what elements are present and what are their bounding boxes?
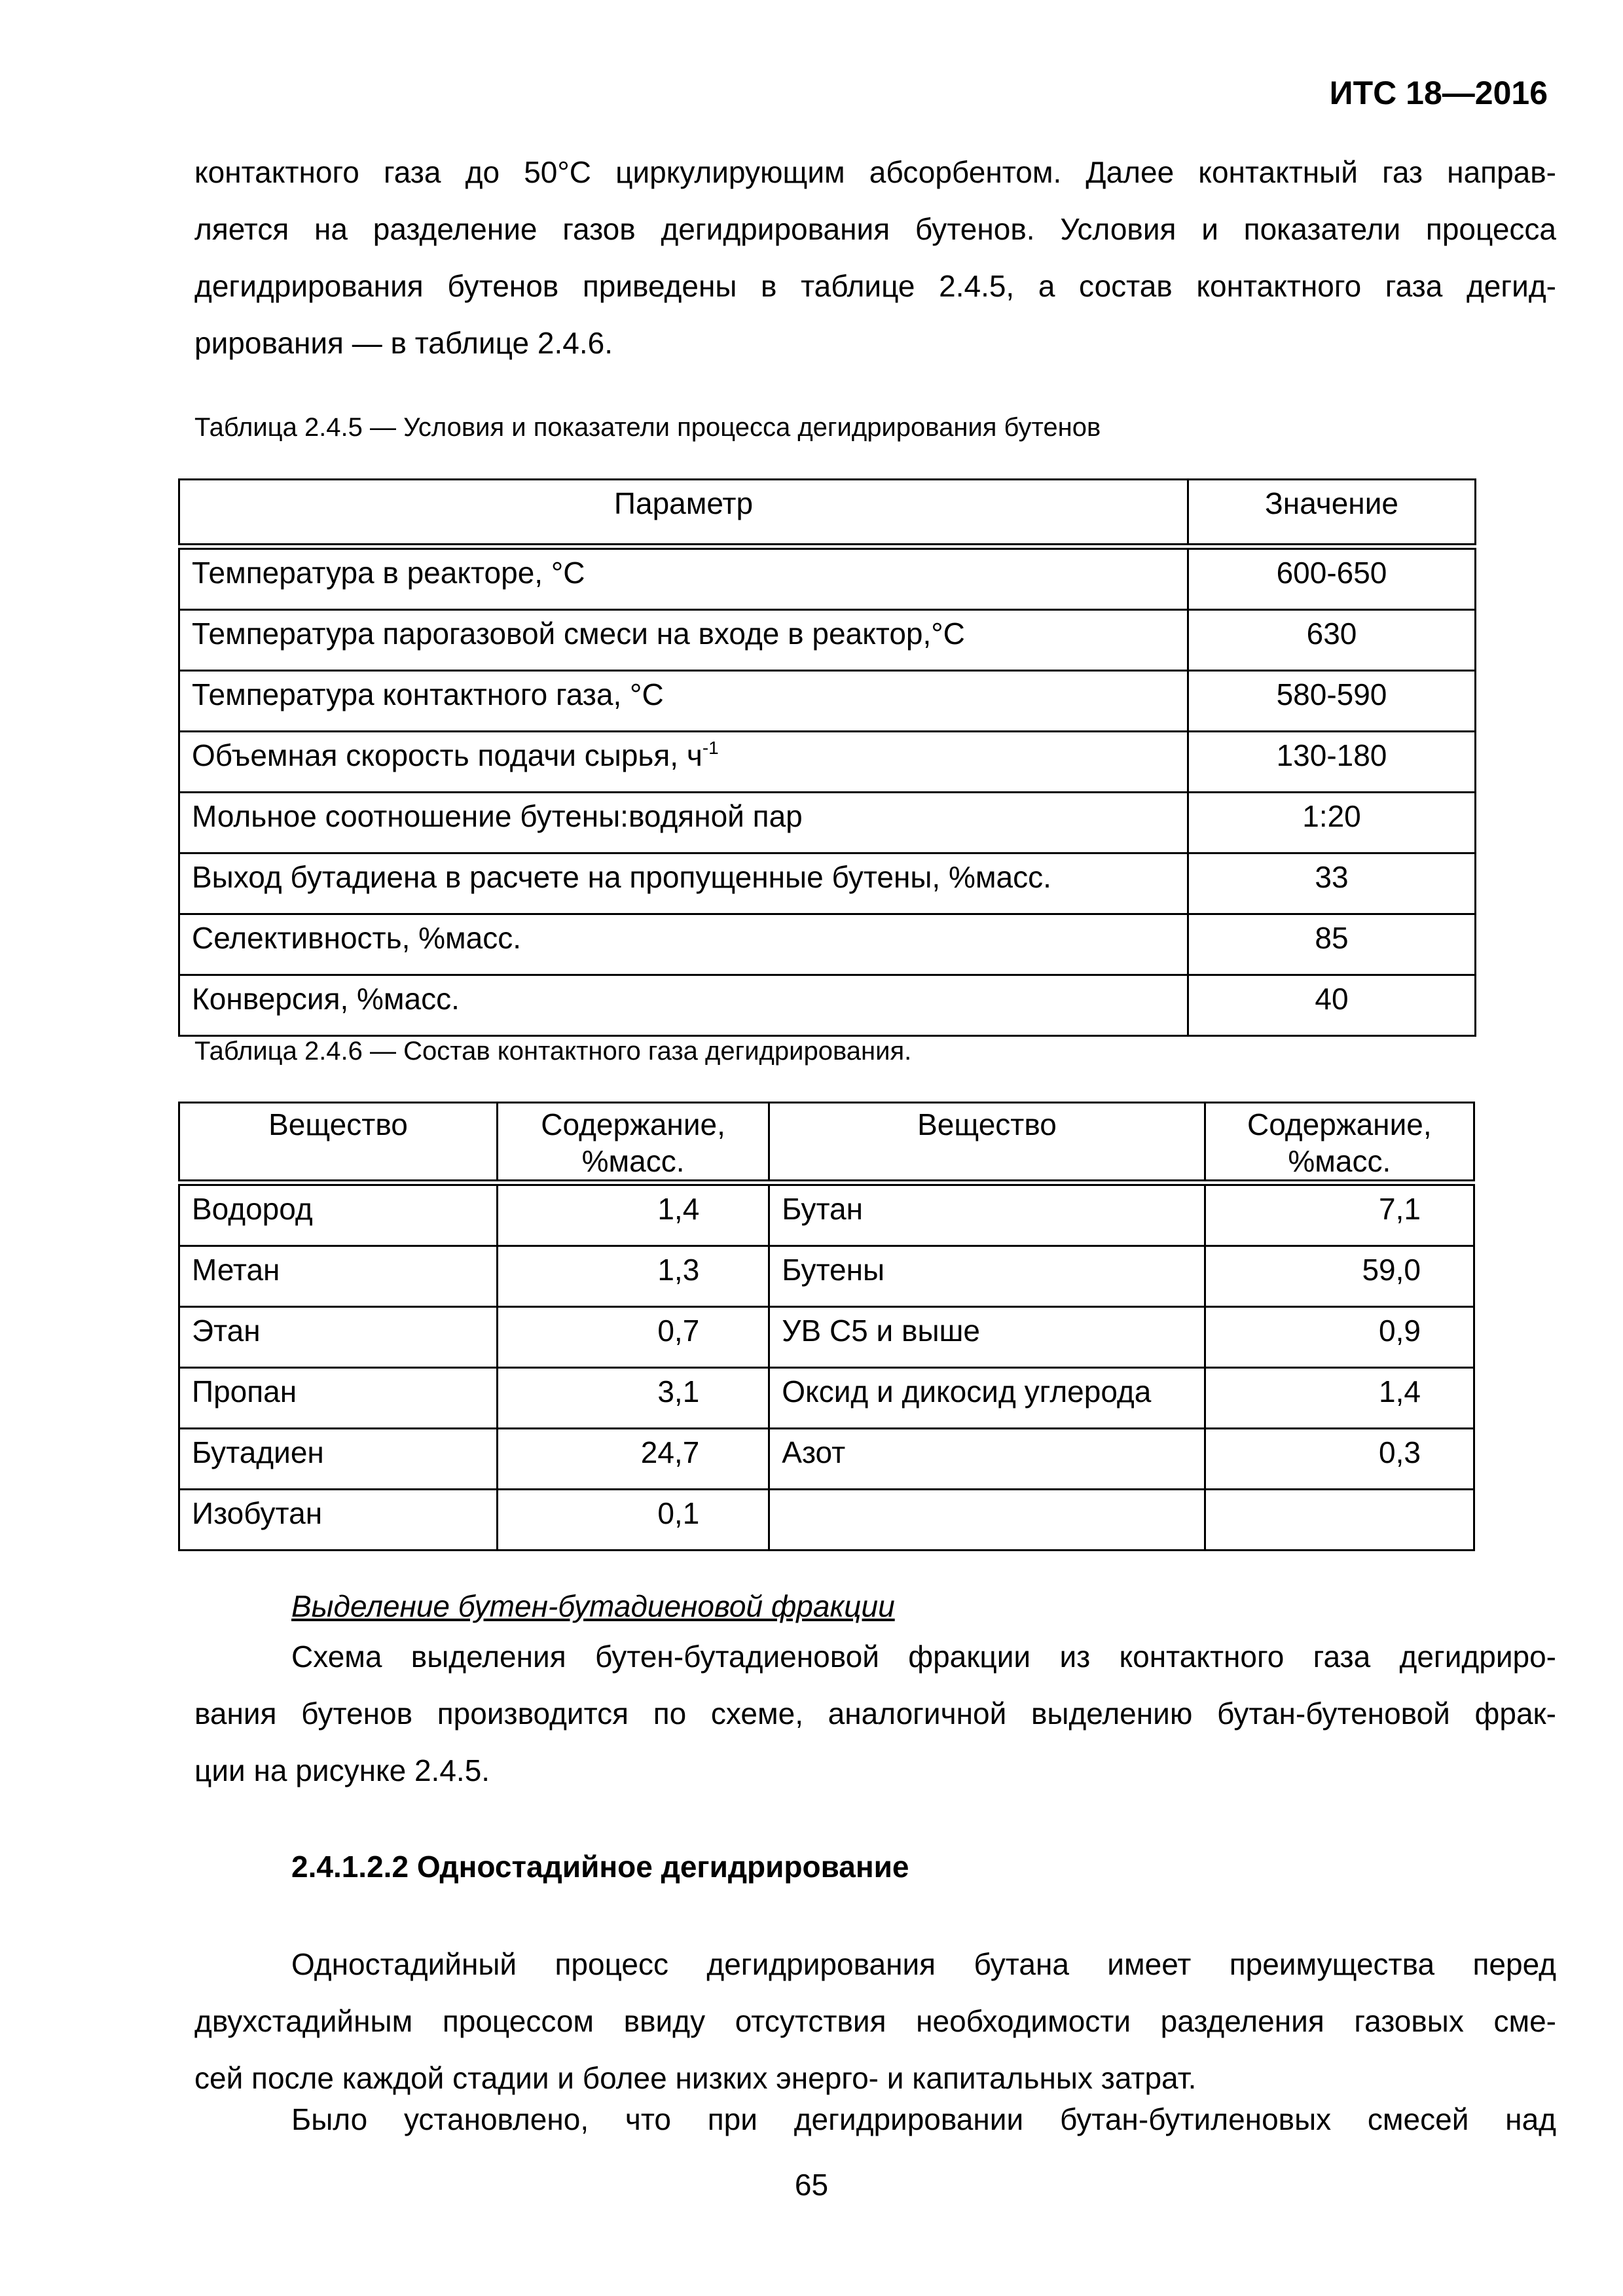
substance-cell: УВ С5 и выше (769, 1307, 1205, 1368)
param-cell: Мольное соотношение бутены:водяной пар (179, 793, 1188, 853)
header-line: Содержание, (1247, 1107, 1432, 1141)
substance-cell: Пропан (179, 1368, 498, 1429)
content-cell: 59,0 (1205, 1246, 1474, 1307)
content-cell: 0,3 (1205, 1429, 1474, 1490)
header-line: Содержание, (541, 1107, 725, 1141)
table-2-4-6-caption: Таблица 2.4.6 — Состав контактного газа дегидрирования. (194, 1037, 912, 1066)
value-cell: 40 (1188, 975, 1476, 1036)
content-cell: 3,1 (497, 1368, 769, 1429)
text-line: ции на рисунке 2.4.5. (194, 1753, 490, 1787)
table-row (179, 853, 1476, 914)
substance-cell: Изобутан (179, 1490, 498, 1551)
value-cell: 33 (1188, 853, 1476, 914)
substance-cell: Водород (179, 1183, 498, 1246)
table-2-4-5 (178, 478, 1476, 1037)
value-cell: 630 (1188, 610, 1476, 671)
value-cell: 130-180 (1188, 732, 1476, 793)
column-header-substance: Вещество (179, 1103, 498, 1183)
section-heading: 2.4.1.2.2 Одностадийное дегидрирование (291, 1850, 909, 1884)
content-cell: 1,3 (497, 1246, 769, 1307)
content-cell: 1,4 (1205, 1368, 1474, 1429)
table-row (179, 975, 1476, 1036)
table-2-4-5-caption: Таблица 2.4.5 — Условия и показатели процесса дегидрирования бутенов (194, 413, 1101, 442)
column-header-substance: Вещество (769, 1103, 1205, 1183)
table-row (179, 1490, 1474, 1551)
table-row (179, 1429, 1474, 1490)
value-cell: 600-650 (1188, 547, 1476, 610)
section-paragraph-2 (194, 2091, 1556, 2148)
column-header-content (497, 1103, 769, 1183)
substance-cell (769, 1490, 1205, 1551)
text-line: Было установлено, что при дегидрировании бутан-бутиленовых смесей над (291, 2102, 1556, 2136)
value-cell: 580-590 (1188, 671, 1476, 732)
text-line: вания бутенов производится по схеме, аналогичной выделению бутан-бутеновой фрак- (194, 1696, 1556, 1731)
param-cell: Выход бутадиена в расчете на пропущенные бутены, %масс. (179, 853, 1188, 914)
table-header-row (179, 480, 1476, 547)
header-line: %масс. (581, 1144, 685, 1178)
table-row (179, 1246, 1474, 1307)
table-row (179, 1183, 1474, 1246)
document-id-header: ИТС 18—2016 (1329, 75, 1548, 111)
substance-cell: Бутадиен (179, 1429, 498, 1490)
param-cell: Селективность, %масс. (179, 914, 1188, 975)
substance-cell: Оксид и дикосид углерода (769, 1368, 1205, 1429)
text-line: Схема выделения бутен-бутадиеновой фракции из контактного газа дегидриро- (291, 1640, 1556, 1674)
subsection-title: Выделение бутен-бутадиеновой фракции (291, 1589, 895, 1623)
content-cell: 1,4 (497, 1183, 769, 1246)
value-cell: 85 (1188, 914, 1476, 975)
substance-cell: Бутан (769, 1183, 1205, 1246)
substance-cell: Бутены (769, 1246, 1205, 1307)
text-line: двухстадийным процессом ввиду отсутствия необходимости разделения газовых сме- (194, 2004, 1556, 2038)
content-cell: 0,7 (497, 1307, 769, 1368)
table-2-4-6 (178, 1102, 1475, 1551)
text-line: рирования — в таблице 2.4.6. (194, 326, 613, 360)
column-header-content (1205, 1103, 1474, 1183)
table-row (179, 671, 1476, 732)
text-line: сей после каждой стадии и более низких энерго- и капитальных затрат. (194, 2061, 1197, 2095)
content-cell (1205, 1490, 1474, 1551)
content-cell: 0,1 (497, 1490, 769, 1551)
text-line: Одностадийный процесс дегидрирования бутана имеет преимущества перед (291, 1947, 1556, 1981)
table-row (179, 1368, 1474, 1429)
subsection-paragraph (194, 1628, 1556, 1799)
content-cell: 7,1 (1205, 1183, 1474, 1246)
column-header-value: Значение (1188, 480, 1476, 547)
content-cell: 0,9 (1205, 1307, 1474, 1368)
table-row (179, 793, 1476, 853)
param-text: Объемная скорость подачи сырья, ч (192, 738, 702, 772)
value-cell: 1:20 (1188, 793, 1476, 853)
param-cell: Температура парогазовой смеси на входе в реактор,°С (179, 610, 1188, 671)
page-number: 65 (794, 2168, 829, 2202)
param-cell (179, 732, 1188, 793)
substance-cell: Этан (179, 1307, 498, 1368)
table-row (179, 547, 1476, 610)
text-line: дегидрирования бутенов приведены в таблице 2.4.5, а состав контактного газа дегид- (194, 269, 1556, 303)
table-header-row (179, 1103, 1474, 1183)
table-row (179, 1307, 1474, 1368)
param-cell: Конверсия, %масс. (179, 975, 1188, 1036)
substance-cell: Азот (769, 1429, 1205, 1490)
table-row (179, 610, 1476, 671)
param-cell: Температура контактного газа, °С (179, 671, 1188, 732)
text-line: контактного газа до 50°С циркулирующим абсорбентом. Далее контактный газ направ- (194, 155, 1556, 189)
table-row (179, 732, 1476, 793)
content-cell: 24,7 (497, 1429, 769, 1490)
param-cell: Температура в реакторе, °С (179, 547, 1188, 610)
header-line: %масс. (1288, 1144, 1391, 1178)
section-paragraph-1 (194, 1936, 1556, 2107)
substance-cell: Метан (179, 1246, 498, 1307)
param-superscript: -1 (702, 738, 719, 758)
intro-paragraph (194, 144, 1556, 372)
table-row (179, 914, 1476, 975)
column-header-parameter: Параметр (179, 480, 1188, 547)
text-line: ляется на разделение газов дегидрирования бутенов. Условия и показатели процесса (194, 212, 1556, 246)
